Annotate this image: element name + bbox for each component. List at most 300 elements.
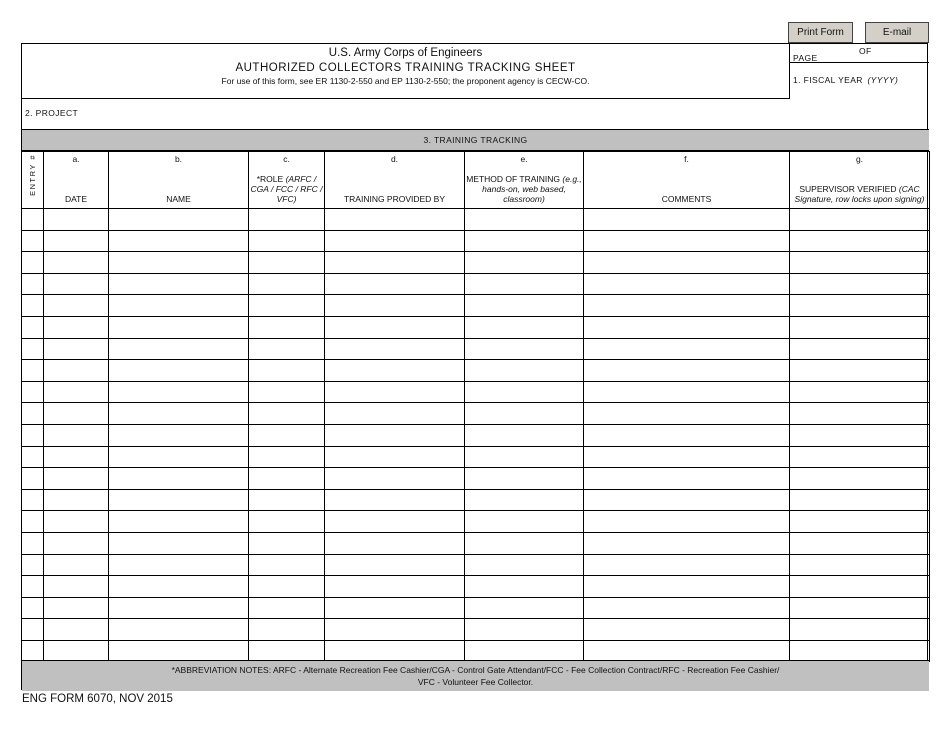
table-cell[interactable] <box>249 532 325 554</box>
cell-input[interactable] <box>584 555 789 576</box>
cell-input[interactable] <box>465 555 583 576</box>
cell-input[interactable] <box>584 425 789 446</box>
table-cell[interactable] <box>790 403 930 425</box>
table-cell[interactable] <box>44 273 109 295</box>
table-cell[interactable] <box>44 597 109 619</box>
cell-input[interactable] <box>584 619 789 640</box>
cell-input[interactable] <box>790 425 929 446</box>
cell-input[interactable] <box>584 339 789 360</box>
cell-input[interactable] <box>44 295 108 316</box>
table-cell[interactable] <box>22 597 44 619</box>
cell-input[interactable] <box>249 403 324 424</box>
cell-input[interactable] <box>249 382 324 403</box>
cell-input[interactable] <box>465 295 583 316</box>
cell-input[interactable] <box>584 360 789 381</box>
cell-input[interactable] <box>109 576 248 597</box>
cell-input[interactable] <box>22 641 43 662</box>
table-cell[interactable] <box>465 381 584 403</box>
cell-input[interactable] <box>109 231 248 252</box>
cell-input[interactable] <box>325 447 464 468</box>
table-cell[interactable] <box>44 532 109 554</box>
table-cell[interactable] <box>325 360 465 382</box>
cell-input[interactable] <box>22 209 43 230</box>
table-cell[interactable] <box>22 360 44 382</box>
table-cell[interactable] <box>790 338 930 360</box>
cell-input[interactable] <box>584 295 789 316</box>
cell-input[interactable] <box>22 511 43 532</box>
table-cell[interactable] <box>22 316 44 338</box>
table-cell[interactable] <box>109 381 249 403</box>
table-cell[interactable] <box>249 446 325 468</box>
table-cell[interactable] <box>584 252 790 274</box>
table-cell[interactable] <box>22 338 44 360</box>
cell-input[interactable] <box>325 490 464 511</box>
cell-input[interactable] <box>22 382 43 403</box>
cell-input[interactable] <box>22 598 43 619</box>
cell-input[interactable] <box>325 425 464 446</box>
cell-input[interactable] <box>790 360 929 381</box>
table-cell[interactable] <box>109 468 249 490</box>
cell-input[interactable] <box>249 468 324 489</box>
cell-input[interactable] <box>465 447 583 468</box>
table-cell[interactable] <box>109 619 249 641</box>
table-cell[interactable] <box>22 446 44 468</box>
table-cell[interactable] <box>44 446 109 468</box>
table-cell[interactable] <box>249 511 325 533</box>
cell-input[interactable] <box>325 209 464 230</box>
cell-input[interactable] <box>109 641 248 662</box>
cell-input[interactable] <box>465 339 583 360</box>
cell-input[interactable] <box>465 274 583 295</box>
cell-input[interactable] <box>790 403 929 424</box>
cell-input[interactable] <box>109 533 248 554</box>
table-cell[interactable] <box>249 273 325 295</box>
table-cell[interactable] <box>325 381 465 403</box>
table-cell[interactable] <box>790 381 930 403</box>
cell-input[interactable] <box>44 468 108 489</box>
table-cell[interactable] <box>249 338 325 360</box>
table-cell[interactable] <box>790 619 930 641</box>
project-field[interactable] <box>22 99 929 130</box>
cell-input[interactable] <box>325 252 464 273</box>
cell-input[interactable] <box>465 576 583 597</box>
table-cell[interactable] <box>325 619 465 641</box>
table-cell[interactable] <box>465 576 584 598</box>
table-cell[interactable] <box>790 511 930 533</box>
cell-input[interactable] <box>584 317 789 338</box>
table-cell[interactable] <box>109 338 249 360</box>
cell-input[interactable] <box>109 339 248 360</box>
cell-input[interactable] <box>249 598 324 619</box>
table-cell[interactable] <box>584 338 790 360</box>
table-cell[interactable] <box>465 619 584 641</box>
cell-input[interactable] <box>249 295 324 316</box>
cell-input[interactable] <box>22 533 43 554</box>
cell-input[interactable] <box>22 403 43 424</box>
cell-input[interactable] <box>44 339 108 360</box>
table-cell[interactable] <box>584 424 790 446</box>
cell-input[interactable] <box>249 447 324 468</box>
table-cell[interactable] <box>584 468 790 490</box>
table-cell[interactable] <box>109 554 249 576</box>
cell-input[interactable] <box>790 295 929 316</box>
cell-input[interactable] <box>584 533 789 554</box>
cell-input[interactable] <box>465 468 583 489</box>
table-cell[interactable] <box>22 381 44 403</box>
table-cell[interactable] <box>325 576 465 598</box>
cell-input[interactable] <box>109 555 248 576</box>
table-cell[interactable] <box>465 295 584 317</box>
cell-input[interactable] <box>325 511 464 532</box>
cell-input[interactable] <box>790 511 929 532</box>
cell-input[interactable] <box>249 555 324 576</box>
cell-input[interactable] <box>44 403 108 424</box>
table-cell[interactable] <box>44 230 109 252</box>
cell-input[interactable] <box>325 619 464 640</box>
cell-input[interactable] <box>44 382 108 403</box>
table-cell[interactable] <box>44 489 109 511</box>
table-cell[interactable] <box>44 640 109 662</box>
cell-input[interactable] <box>325 295 464 316</box>
cell-input[interactable] <box>584 468 789 489</box>
cell-input[interactable] <box>790 231 929 252</box>
cell-input[interactable] <box>584 598 789 619</box>
cell-input[interactable] <box>249 511 324 532</box>
cell-input[interactable] <box>465 403 583 424</box>
table-cell[interactable] <box>584 446 790 468</box>
cell-input[interactable] <box>44 555 108 576</box>
cell-input[interactable] <box>44 317 108 338</box>
cell-input[interactable] <box>465 231 583 252</box>
table-cell[interactable] <box>790 597 930 619</box>
email-button[interactable]: E-mail <box>865 22 929 43</box>
table-cell[interactable] <box>44 360 109 382</box>
table-cell[interactable] <box>109 252 249 274</box>
cell-input[interactable] <box>249 576 324 597</box>
cell-input[interactable] <box>44 425 108 446</box>
print-form-button[interactable]: Print Form <box>788 22 853 43</box>
table-cell[interactable] <box>465 273 584 295</box>
table-cell[interactable] <box>44 554 109 576</box>
cell-input[interactable] <box>790 598 929 619</box>
table-cell[interactable] <box>44 295 109 317</box>
cell-input[interactable] <box>44 490 108 511</box>
table-cell[interactable] <box>790 446 930 468</box>
table-cell[interactable] <box>584 381 790 403</box>
cell-input[interactable] <box>109 490 248 511</box>
table-cell[interactable] <box>584 554 790 576</box>
cell-input[interactable] <box>22 425 43 446</box>
table-cell[interactable] <box>22 489 44 511</box>
cell-input[interactable] <box>465 511 583 532</box>
table-cell[interactable] <box>22 403 44 425</box>
table-cell[interactable] <box>325 554 465 576</box>
table-cell[interactable] <box>249 381 325 403</box>
cell-input[interactable] <box>465 490 583 511</box>
table-cell[interactable] <box>465 446 584 468</box>
table-cell[interactable] <box>109 597 249 619</box>
table-cell[interactable] <box>584 360 790 382</box>
cell-input[interactable] <box>44 274 108 295</box>
cell-input[interactable] <box>325 468 464 489</box>
cell-input[interactable] <box>790 447 929 468</box>
table-cell[interactable] <box>22 230 44 252</box>
cell-input[interactable] <box>249 339 324 360</box>
cell-input[interactable] <box>22 295 43 316</box>
table-cell[interactable] <box>790 532 930 554</box>
table-cell[interactable] <box>325 295 465 317</box>
table-cell[interactable] <box>790 489 930 511</box>
table-cell[interactable] <box>465 640 584 662</box>
table-cell[interactable] <box>44 576 109 598</box>
table-cell[interactable] <box>249 597 325 619</box>
table-cell[interactable] <box>584 619 790 641</box>
cell-input[interactable] <box>584 447 789 468</box>
table-cell[interactable] <box>465 316 584 338</box>
table-cell[interactable] <box>584 295 790 317</box>
table-cell[interactable] <box>325 489 465 511</box>
cell-input[interactable] <box>790 382 929 403</box>
cell-input[interactable] <box>790 641 929 662</box>
table-cell[interactable] <box>465 424 584 446</box>
cell-input[interactable] <box>325 382 464 403</box>
cell-input[interactable] <box>584 209 789 230</box>
table-cell[interactable] <box>109 230 249 252</box>
cell-input[interactable] <box>109 468 248 489</box>
table-cell[interactable] <box>584 532 790 554</box>
table-cell[interactable] <box>790 424 930 446</box>
table-cell[interactable] <box>325 252 465 274</box>
cell-input[interactable] <box>325 576 464 597</box>
table-cell[interactable] <box>790 295 930 317</box>
table-cell[interactable] <box>325 640 465 662</box>
cell-input[interactable] <box>465 317 583 338</box>
table-cell[interactable] <box>249 468 325 490</box>
table-cell[interactable] <box>325 273 465 295</box>
table-cell[interactable] <box>790 554 930 576</box>
table-cell[interactable] <box>22 209 44 231</box>
cell-input[interactable] <box>44 641 108 662</box>
table-cell[interactable] <box>465 252 584 274</box>
cell-input[interactable] <box>584 252 789 273</box>
cell-input[interactable] <box>44 511 108 532</box>
table-cell[interactable] <box>790 640 930 662</box>
table-cell[interactable] <box>249 316 325 338</box>
table-cell[interactable] <box>790 316 930 338</box>
cell-input[interactable] <box>22 490 43 511</box>
cell-input[interactable] <box>249 641 324 662</box>
table-cell[interactable] <box>249 209 325 231</box>
cell-input[interactable] <box>249 619 324 640</box>
cell-input[interactable] <box>325 339 464 360</box>
cell-input[interactable] <box>790 576 929 597</box>
cell-input[interactable] <box>109 425 248 446</box>
cell-input[interactable] <box>325 641 464 662</box>
cell-input[interactable] <box>790 533 929 554</box>
table-cell[interactable] <box>109 511 249 533</box>
table-cell[interactable] <box>109 576 249 598</box>
cell-input[interactable] <box>22 252 43 273</box>
table-cell[interactable] <box>44 403 109 425</box>
table-cell[interactable] <box>790 209 930 231</box>
cell-input[interactable] <box>584 641 789 662</box>
cell-input[interactable] <box>109 274 248 295</box>
cell-input[interactable] <box>109 447 248 468</box>
table-cell[interactable] <box>465 511 584 533</box>
table-cell[interactable] <box>465 468 584 490</box>
cell-input[interactable] <box>44 598 108 619</box>
table-cell[interactable] <box>249 424 325 446</box>
cell-input[interactable] <box>584 576 789 597</box>
cell-input[interactable] <box>44 576 108 597</box>
table-cell[interactable] <box>465 403 584 425</box>
table-cell[interactable] <box>22 576 44 598</box>
table-cell[interactable] <box>109 403 249 425</box>
table-cell[interactable] <box>44 252 109 274</box>
cell-input[interactable] <box>790 490 929 511</box>
table-cell[interactable] <box>249 360 325 382</box>
table-cell[interactable] <box>249 576 325 598</box>
cell-input[interactable] <box>790 209 929 230</box>
cell-input[interactable] <box>249 360 324 381</box>
table-cell[interactable] <box>584 576 790 598</box>
table-cell[interactable] <box>109 295 249 317</box>
cell-input[interactable] <box>109 252 248 273</box>
cell-input[interactable] <box>44 231 108 252</box>
cell-input[interactable] <box>22 576 43 597</box>
table-cell[interactable] <box>22 532 44 554</box>
table-cell[interactable] <box>109 640 249 662</box>
cell-input[interactable] <box>584 490 789 511</box>
table-cell[interactable] <box>249 640 325 662</box>
table-cell[interactable] <box>325 209 465 231</box>
cell-input[interactable] <box>109 317 248 338</box>
page-field[interactable] <box>790 44 929 63</box>
table-cell[interactable] <box>109 316 249 338</box>
cell-input[interactable] <box>109 619 248 640</box>
table-cell[interactable] <box>325 532 465 554</box>
cell-input[interactable] <box>325 403 464 424</box>
table-cell[interactable] <box>249 230 325 252</box>
cell-input[interactable] <box>22 317 43 338</box>
fiscal-year-field[interactable] <box>790 63 929 99</box>
cell-input[interactable] <box>249 274 324 295</box>
table-cell[interactable] <box>584 640 790 662</box>
cell-input[interactable] <box>249 231 324 252</box>
table-cell[interactable] <box>465 209 584 231</box>
cell-input[interactable] <box>22 619 43 640</box>
cell-input[interactable] <box>22 468 43 489</box>
cell-input[interactable] <box>790 252 929 273</box>
table-cell[interactable] <box>109 489 249 511</box>
table-cell[interactable] <box>22 295 44 317</box>
table-cell[interactable] <box>465 554 584 576</box>
table-cell[interactable] <box>109 209 249 231</box>
cell-input[interactable] <box>44 252 108 273</box>
table-cell[interactable] <box>249 252 325 274</box>
table-cell[interactable] <box>44 511 109 533</box>
table-cell[interactable] <box>109 424 249 446</box>
cell-input[interactable] <box>790 619 929 640</box>
table-cell[interactable] <box>584 403 790 425</box>
table-cell[interactable] <box>584 209 790 231</box>
table-cell[interactable] <box>465 532 584 554</box>
table-cell[interactable] <box>22 424 44 446</box>
cell-input[interactable] <box>249 490 324 511</box>
table-cell[interactable] <box>109 273 249 295</box>
cell-input[interactable] <box>22 274 43 295</box>
cell-input[interactable] <box>465 641 583 662</box>
cell-input[interactable] <box>465 533 583 554</box>
cell-input[interactable] <box>22 447 43 468</box>
table-cell[interactable] <box>465 230 584 252</box>
cell-input[interactable] <box>465 382 583 403</box>
cell-input[interactable] <box>109 403 248 424</box>
table-cell[interactable] <box>44 619 109 641</box>
cell-input[interactable] <box>790 468 929 489</box>
cell-input[interactable] <box>790 555 929 576</box>
cell-input[interactable] <box>325 274 464 295</box>
table-cell[interactable] <box>584 273 790 295</box>
table-cell[interactable] <box>790 252 930 274</box>
cell-input[interactable] <box>249 209 324 230</box>
table-cell[interactable] <box>790 576 930 598</box>
table-cell[interactable] <box>325 424 465 446</box>
table-cell[interactable] <box>109 446 249 468</box>
table-cell[interactable] <box>325 403 465 425</box>
cell-input[interactable] <box>584 511 789 532</box>
cell-input[interactable] <box>584 403 789 424</box>
table-cell[interactable] <box>325 597 465 619</box>
cell-input[interactable] <box>22 339 43 360</box>
table-cell[interactable] <box>44 316 109 338</box>
table-cell[interactable] <box>325 230 465 252</box>
table-cell[interactable] <box>325 338 465 360</box>
table-cell[interactable] <box>325 316 465 338</box>
cell-input[interactable] <box>790 317 929 338</box>
table-cell[interactable] <box>790 273 930 295</box>
table-cell[interactable] <box>22 554 44 576</box>
table-cell[interactable] <box>325 446 465 468</box>
cell-input[interactable] <box>790 339 929 360</box>
cell-input[interactable] <box>465 209 583 230</box>
cell-input[interactable] <box>249 425 324 446</box>
table-cell[interactable] <box>584 511 790 533</box>
table-cell[interactable] <box>584 597 790 619</box>
table-cell[interactable] <box>325 511 465 533</box>
cell-input[interactable] <box>249 317 324 338</box>
table-cell[interactable] <box>22 511 44 533</box>
cell-input[interactable] <box>44 360 108 381</box>
cell-input[interactable] <box>465 598 583 619</box>
table-cell[interactable] <box>44 424 109 446</box>
table-cell[interactable] <box>22 640 44 662</box>
table-cell[interactable] <box>22 619 44 641</box>
cell-input[interactable] <box>325 555 464 576</box>
table-cell[interactable] <box>22 252 44 274</box>
table-cell[interactable] <box>790 468 930 490</box>
cell-input[interactable] <box>44 447 108 468</box>
table-cell[interactable] <box>109 360 249 382</box>
table-cell[interactable] <box>249 619 325 641</box>
cell-input[interactable] <box>465 425 583 446</box>
cell-input[interactable] <box>109 295 248 316</box>
cell-input[interactable] <box>465 252 583 273</box>
cell-input[interactable] <box>584 274 789 295</box>
table-cell[interactable] <box>465 597 584 619</box>
table-cell[interactable] <box>249 295 325 317</box>
cell-input[interactable] <box>325 360 464 381</box>
